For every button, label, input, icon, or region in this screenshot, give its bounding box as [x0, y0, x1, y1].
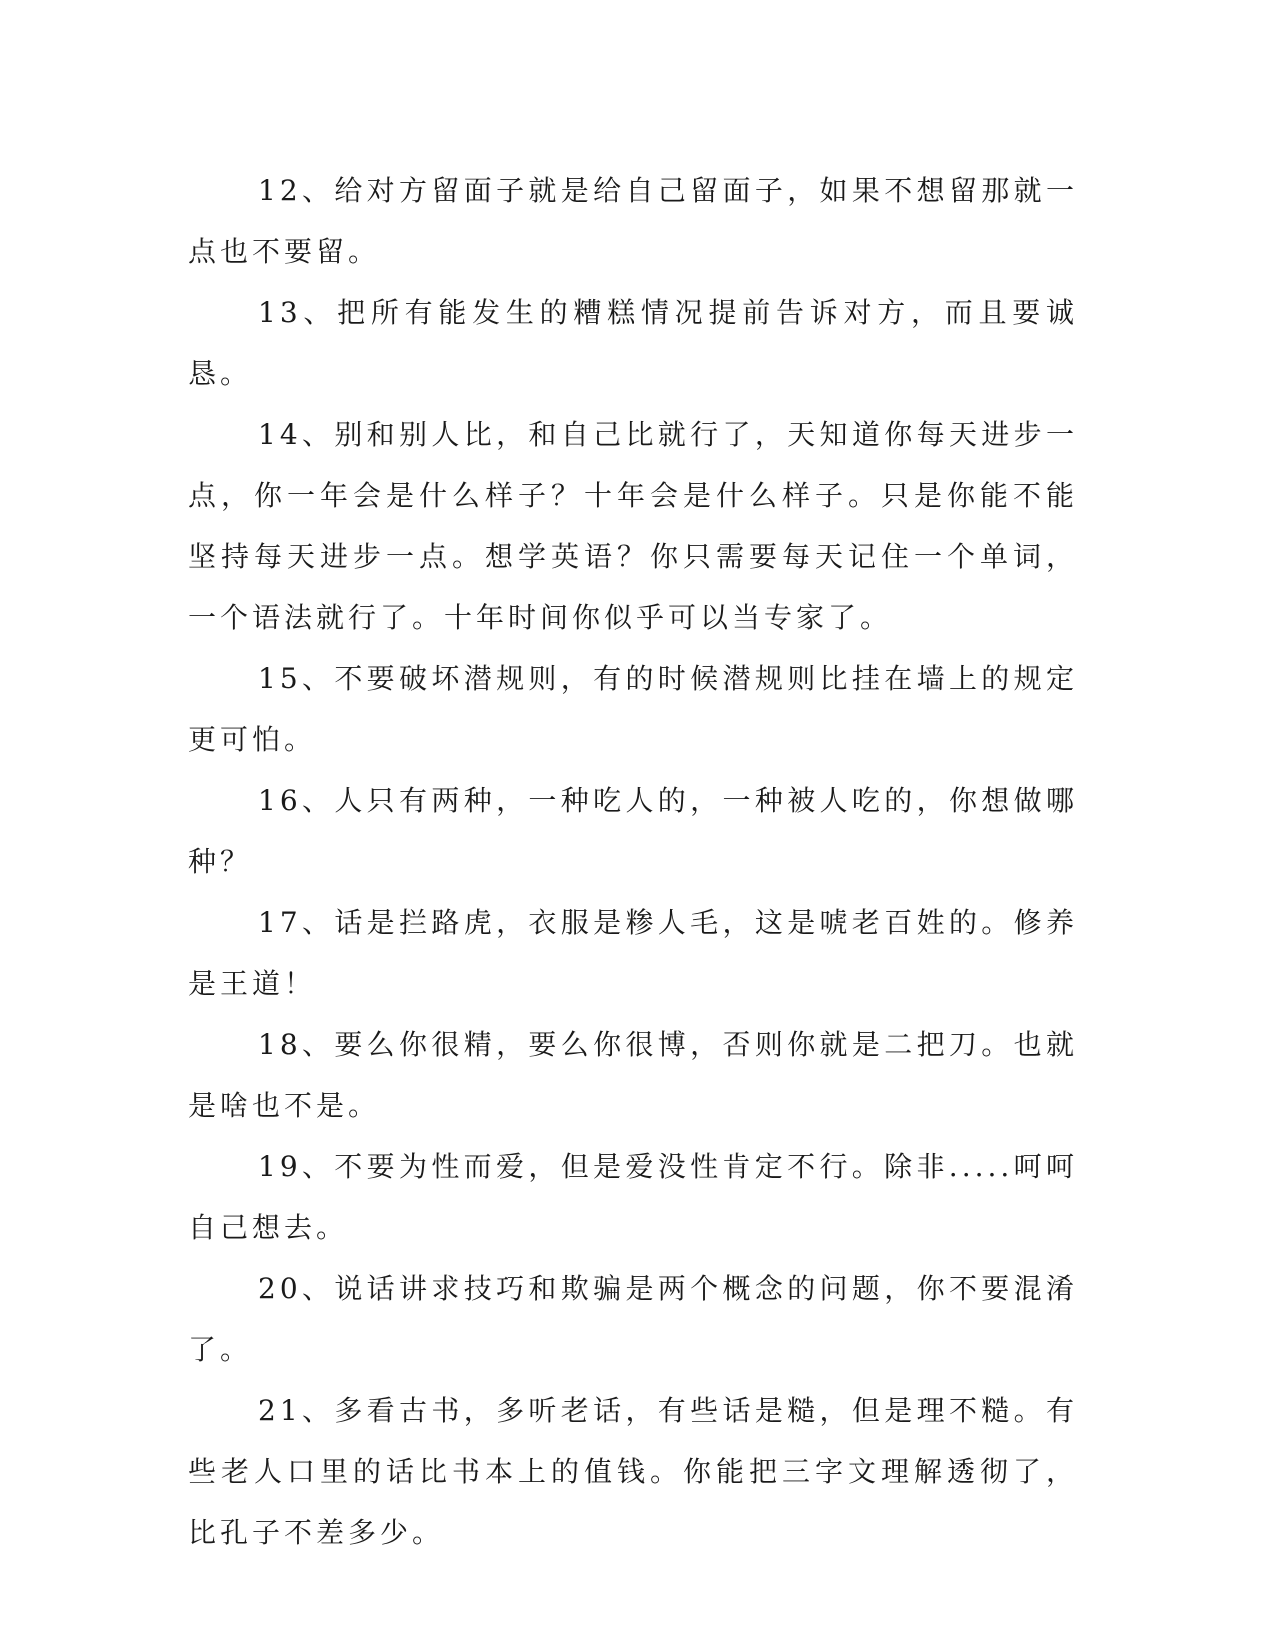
paragraph-16: 16、人只有两种，一种吃人的，一种被人吃的，你想做哪种？ [188, 784, 1078, 878]
paragraph-15: 15、不要破坏潜规则，有的时候潜规则比挂在墙上的规定更可怕。 [188, 662, 1078, 756]
document-body [188, 160, 1078, 1563]
paragraph-21: 21、多看古书，多听老话，有些话是糙，但是理不糙。有些老人口里的话比书本上的值钱。你能把三字文理解透彻了，比孔子不差多少。 [188, 1394, 1078, 1549]
paragraph-18: 18、要么你很精，要么你很博，否则你就是二把刀。也就是啥也不是。 [188, 1028, 1078, 1122]
paragraph-17: 17、话是拦路虎，衣服是糁人毛，这是唬老百姓的。修养是王道！ [188, 906, 1078, 1000]
paragraph-13: 13、把所有能发生的糟糕情况提前告诉对方，而且要诚恳。 [188, 296, 1078, 390]
paragraph-20: 20、说话讲求技巧和欺骗是两个概念的问题，你不要混淆了。 [188, 1272, 1078, 1366]
paragraph-14: 14、别和别人比，和自己比就行了，天知道你每天进步一点，你一年会是什么样子？十年会是什么样子。只是你能不能坚持每天进步一点。想学英语？你只需要每天记住一个单词，一个语法就行了。十年时间你似乎可以当专家了。 [188, 418, 1078, 634]
paragraph-12: 12、给对方留面子就是给自己留面子，如果不想留那就一点也不要留。 [188, 174, 1078, 268]
paragraph-19: 19、不要为性而爱，但是爱没性肯定不行。除非.....呵呵自己想去。 [188, 1150, 1078, 1244]
